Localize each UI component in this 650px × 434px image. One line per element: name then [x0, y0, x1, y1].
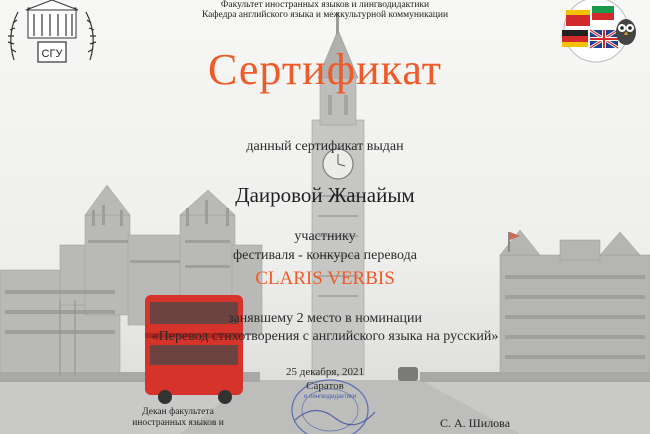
signer-name: С. А. Шилова: [440, 416, 511, 430]
festival-line: фестиваля - конкурса перевода: [233, 248, 417, 263]
dean-title: [118, 407, 238, 429]
place-line: занявшему 2 место в номинации: [227, 311, 423, 326]
certificate-city: Саратов: [306, 380, 344, 392]
stamp-text: и лингводидактики: [303, 394, 357, 400]
certificate-date: 25 декабря, 2021: [286, 366, 364, 378]
dean-line-1: Декан факультета: [142, 407, 214, 417]
certificate-title: Сертификат: [208, 45, 442, 94]
recipient-name: Даировой Жанайым: [235, 183, 415, 207]
participant-line: участнику: [294, 229, 356, 244]
emblem-text: СГУ: [41, 48, 63, 60]
faculty-name: Факультет иностранных языков и лингводидактики: [220, 0, 430, 10]
contest-name: CLARIS VERBIS: [255, 268, 395, 289]
issued-line: данный сертификат выдан: [246, 139, 404, 154]
department-name: Кафедра английского языка и межкультурной коммуникации: [201, 10, 449, 20]
nomination-title: «Перевод стихотворения с английского языка на русский»: [151, 329, 499, 344]
dean-line-2: иностранных языков и: [132, 418, 224, 428]
